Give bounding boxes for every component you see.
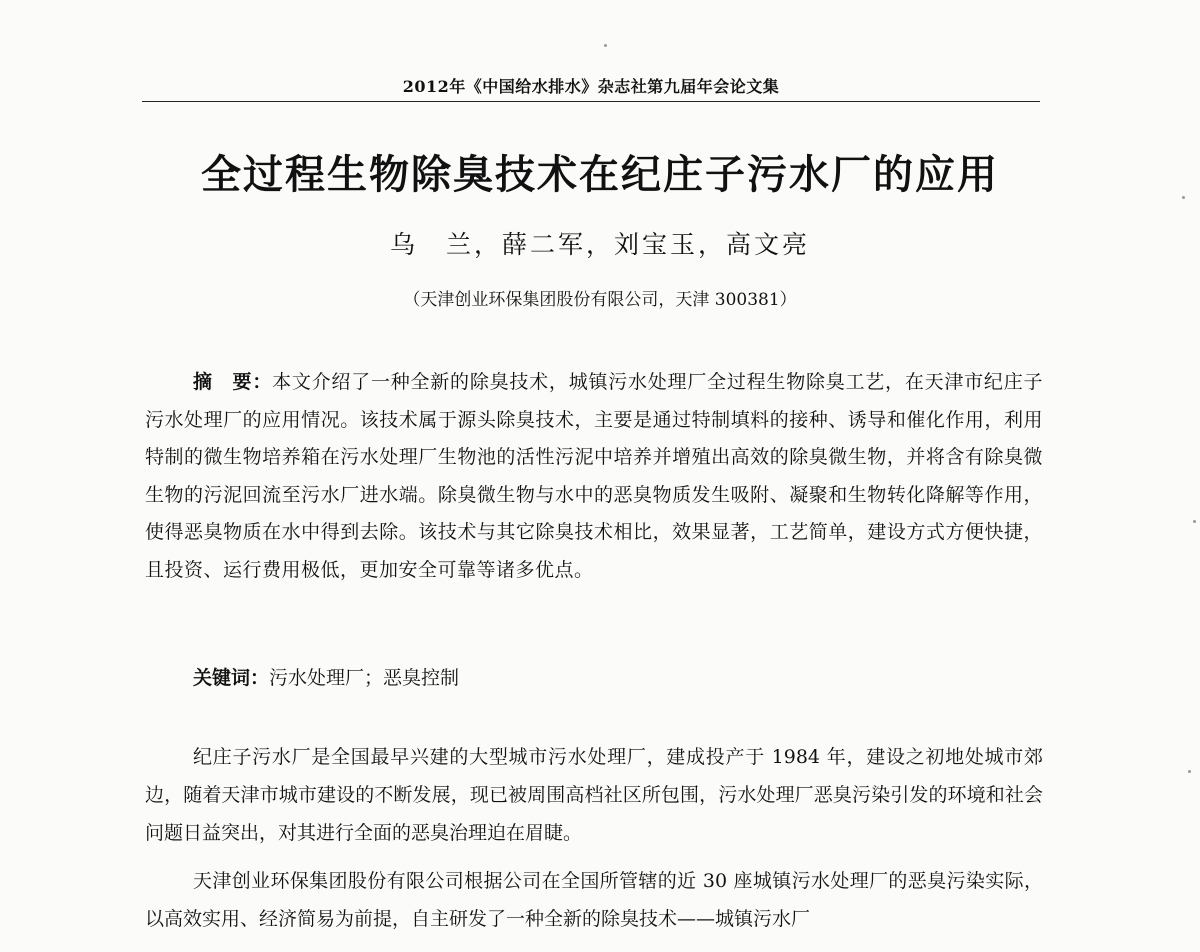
abstract-text: 本文介绍了一种全新的除臭技术，城镇污水处理厂全过程生物除臭工艺，在天津市纪庄子污水处理厂的应用情况。该技术属于源头除臭技术，主要是通过特制填料的接种、诱导和催化作用，利用特制的微生物培养箱在污水处理厂生物池的活性污泥中培养并增殖出高效的除臭微生物，并将含有除臭微生物的污泥回流至污水厂进水端。除臭微生物与水中的恶臭物质发生吸附、凝聚和生物转化降解等作用，使得恶臭物质在水中得到去除。该技术与其它除臭技术相比，效果显著，工艺简单，建设方式方便快捷，且投资、运行费用极低，更加安全可靠等诸多优点。 xyxy=(145,371,1043,581)
header-rule xyxy=(142,101,1040,102)
author-list: 乌 兰，薛二军，刘宝玉，高文亮 xyxy=(389,230,810,259)
scan-speck xyxy=(1193,520,1196,523)
keywords xyxy=(193,663,459,690)
keywords-text: 污水处理厂；恶臭控制 xyxy=(269,667,460,689)
running-header: 2012年《中国给水排水》杂志社第九届年会论文集 xyxy=(402,77,780,96)
scan-speck xyxy=(604,44,607,47)
affiliation: （天津创业环保集团股份有限公司，天津 300381） xyxy=(403,290,797,310)
abstract xyxy=(145,364,1043,589)
keywords-label: 关键词： xyxy=(193,667,270,689)
scan-speck xyxy=(1182,196,1185,199)
body-paragraph-2: 天津创业环保集团股份有限公司根据公司在全国所管辖的近 30 座城镇污水处理厂的恶臭污染实际，以高效实用、经济简易为前提，自主研发了一种全新的除臭技术——城镇污水厂 xyxy=(145,870,1043,930)
scan-speck xyxy=(1188,770,1191,773)
abstract-label: 摘 要： xyxy=(193,371,273,393)
paper-title: 全过程生物除臭技术在纪庄子污水厂的应用 xyxy=(201,152,999,198)
body-paragraph-1: 纪庄子污水厂是全国最早兴建的大型城市污水处理厂，建成投产于 1984 年，建设之初地处城市郊边，随着天津市城市建设的不断发展，现已被周围高档社区所包围，污水处理厂恶臭污染引发的环境和社会问题日益突出，对其进行全面的恶臭治理迫在眉睫。 xyxy=(145,746,1043,844)
